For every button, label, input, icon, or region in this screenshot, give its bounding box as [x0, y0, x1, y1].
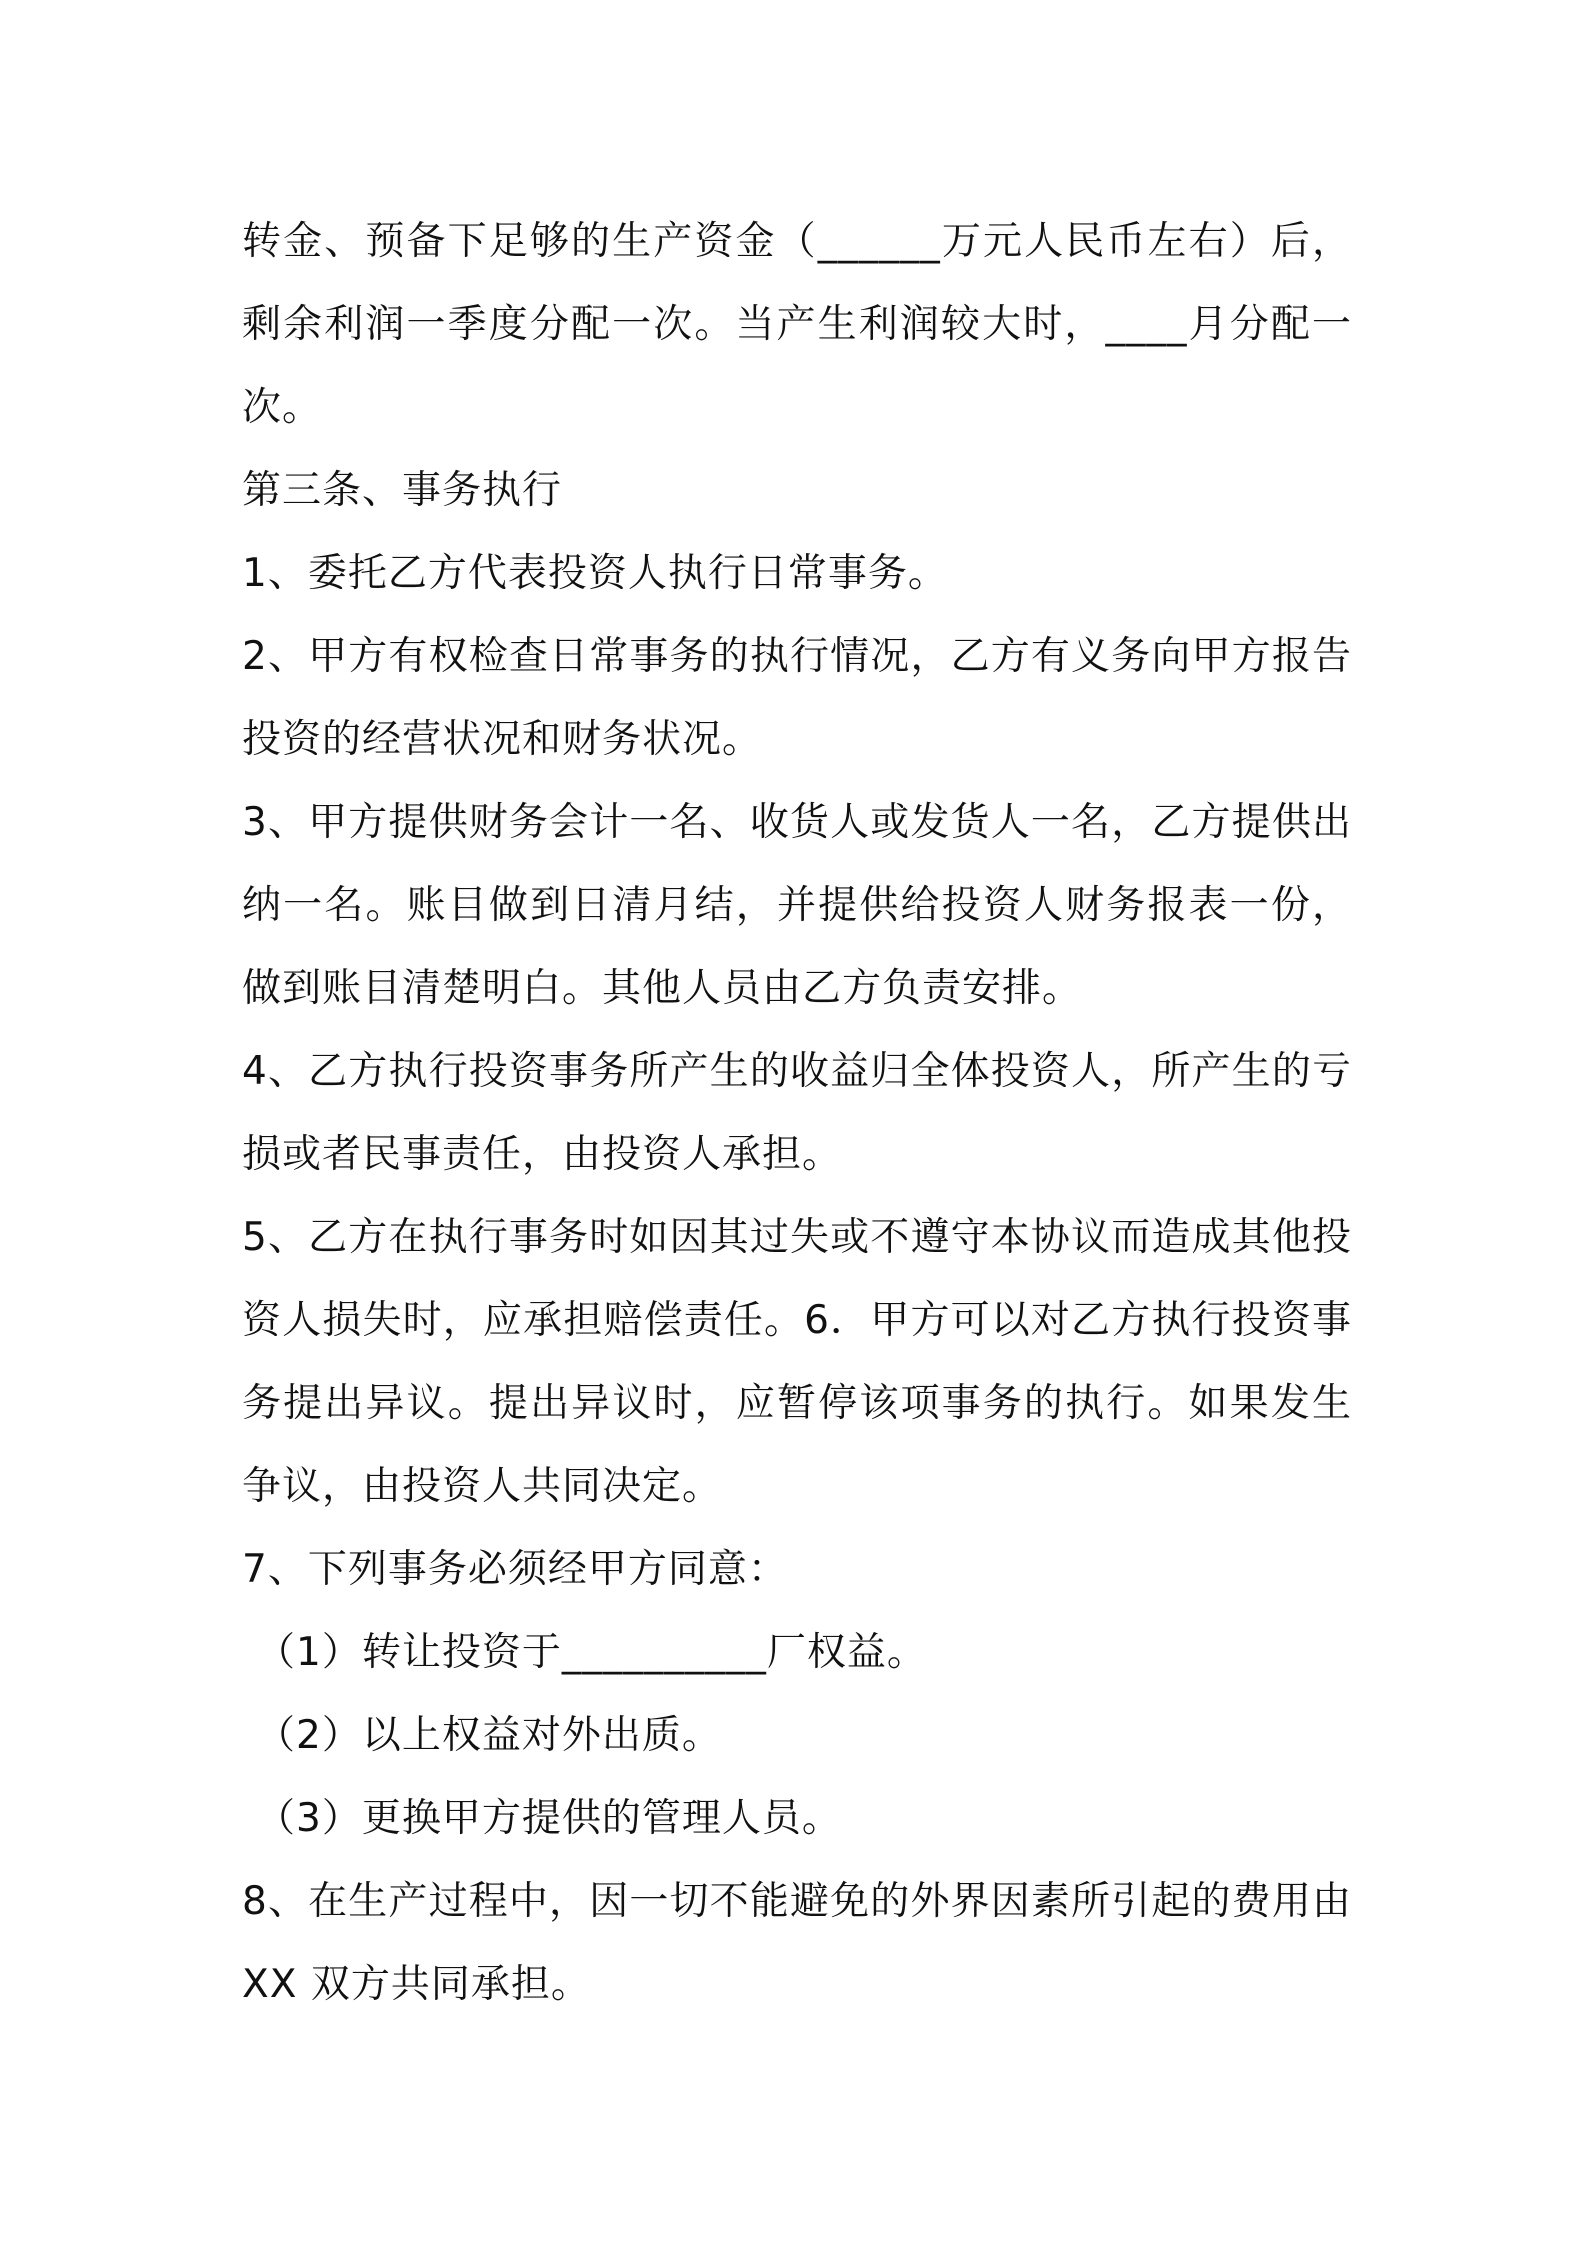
clause-7-item-3: （3）更换甲方提供的管理人员。: [256, 1796, 842, 1841]
clause-5-6: 5、乙方在执行事务时如因其过失或不遵守本协议而造成其他投资人损失时，应承担赔偿责任。6．甲方可以对乙方执行投资事务提出异议。提出异议时，应暂停该项事务的执行。如果发生争议，由投资人共同决定。: [242, 1215, 1352, 1509]
document-body: [242, 200, 1352, 2026]
clause-4: 4、乙方执行投资事务所产生的收益归全体投资人，所产生的亏损或者民事责任，由投资人承担。: [242, 1049, 1352, 1177]
clause-7-item-1: （1）转让投资于__________厂权益。: [256, 1630, 927, 1675]
clause-7: 7、下列事务必须经甲方同意：: [242, 1547, 788, 1592]
clause-3: 3、甲方提供财务会计一名、收货人或发货人一名，乙方提供出纳一名。账目做到日清月结，并提供给投资人财务报表一份，做到账目清楚明白。其他人员由乙方负责安排。: [242, 800, 1352, 1011]
clause-8: 8、在生产过程中，因一切不能避免的外界因素所引起的费用由XX 双方共同承担。: [242, 1879, 1352, 2007]
clause-7-item-2: （2）以上权益对外出质。: [256, 1713, 722, 1758]
paragraph-profit-distribution: 转金、预备下足够的生产资金（______万元人民币左右）后，剩余利润一季度分配一次。当产生利润较大时，____月分配一次。: [242, 219, 1352, 430]
clause-1: 1、委托乙方代表投资人执行日常事务。: [242, 551, 948, 596]
section-heading-article-3: 第三条、事务执行: [242, 468, 563, 513]
clause-2: 2、甲方有权检查日常事务的执行情况，乙方有义务向甲方报告投资的经营状况和财务状况。: [242, 634, 1352, 762]
